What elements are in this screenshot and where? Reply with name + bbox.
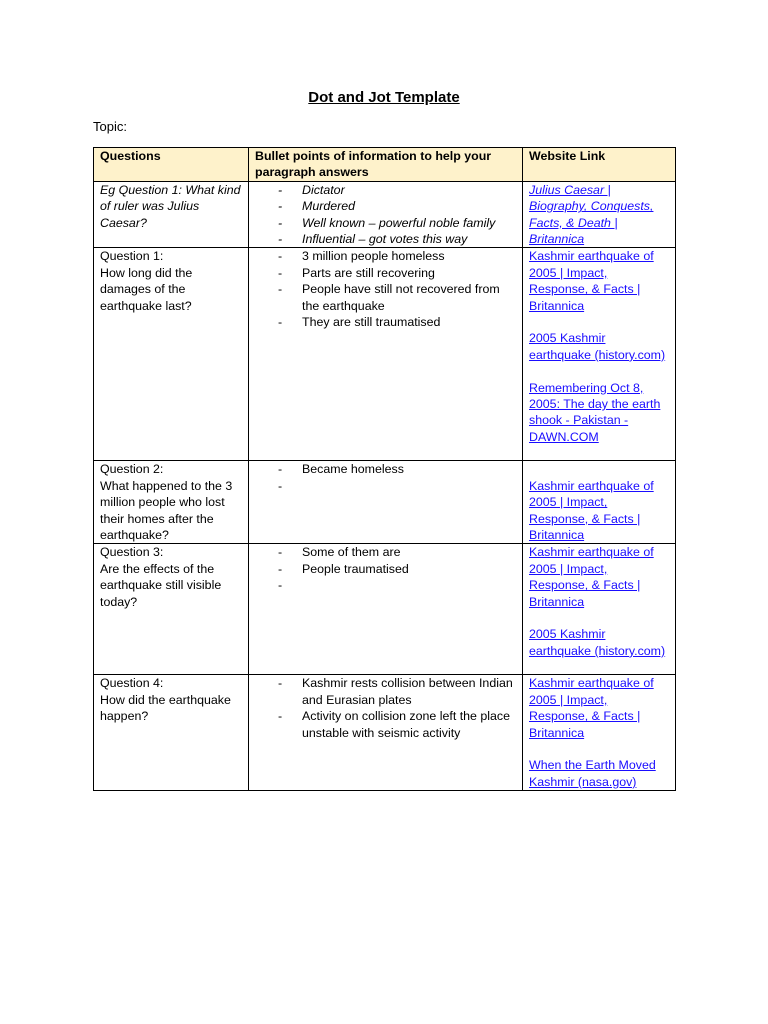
website-link[interactable]: Kashmir earthquake of 2005 | Impact, Response, & Facts | Britannica bbox=[529, 676, 654, 740]
question-cell bbox=[94, 461, 249, 544]
header-questions: Questions bbox=[94, 148, 249, 182]
header-bullet-points: Bullet points of information to help your paragraph answers bbox=[249, 148, 523, 182]
topic-label: Topic: bbox=[93, 119, 127, 134]
bullet-item: - People traumatised bbox=[278, 561, 409, 576]
bullets-cell bbox=[249, 544, 523, 675]
question-text: Eg Question 1: What kind of ruler was Julius Caesar? bbox=[100, 182, 241, 230]
table-row-question-3 bbox=[94, 544, 676, 675]
question-label: Question 3: bbox=[100, 545, 164, 560]
question-cell bbox=[94, 544, 249, 675]
website-link[interactable]: 2005 Kashmir earthquake (history.com) bbox=[529, 627, 666, 658]
bullets-cell bbox=[249, 181, 523, 248]
bullet-item: - Dictator bbox=[278, 182, 345, 197]
bullet-item: - Well known – powerful noble family bbox=[278, 215, 496, 230]
bullet-item: - Activity on collision zone left the place unstable with seismic activity bbox=[278, 709, 510, 740]
website-link[interactable]: When the Earth Moved Kashmir (nasa.gov) bbox=[529, 758, 656, 789]
question-label: Question 2: bbox=[100, 462, 164, 477]
question-text: Are the effects of the earthquake still visible today? bbox=[100, 561, 222, 609]
bullet-item: - Parts are still recovering bbox=[278, 265, 435, 280]
bullet-list bbox=[255, 182, 516, 248]
document-title: Dot and Jot Template bbox=[308, 89, 460, 106]
bullet-item: - Murdered bbox=[278, 199, 356, 214]
table-row-question-2 bbox=[94, 461, 676, 544]
links-cell bbox=[523, 675, 676, 791]
header-website-link: Website Link bbox=[523, 148, 676, 182]
bullet-list bbox=[255, 461, 516, 494]
question-cell bbox=[94, 675, 249, 791]
bullet-item: - Some of them are bbox=[278, 545, 401, 560]
website-link[interactable]: Remembering Oct 8, 2005: The day the earth shook - Pakistan - DAWN.COM bbox=[529, 380, 661, 444]
bullet-item: - Kashmir rests collision between Indian and Eurasian plates bbox=[278, 676, 513, 707]
bullets-cell bbox=[249, 675, 523, 791]
links-cell bbox=[523, 461, 676, 544]
website-link[interactable]: Kashmir earthquake of 2005 | Impact, Response, & Facts | Britannica bbox=[529, 545, 654, 609]
links-cell bbox=[523, 544, 676, 675]
table-row-question-4 bbox=[94, 675, 676, 791]
bullet-item: - They are still traumatised bbox=[278, 315, 441, 330]
table-row-example bbox=[94, 181, 676, 248]
bullet-item: - Became homeless bbox=[278, 462, 404, 477]
question-label: Question 4: bbox=[100, 676, 164, 691]
links-cell bbox=[523, 181, 676, 248]
header-row bbox=[94, 148, 676, 182]
bullets-cell bbox=[249, 461, 523, 544]
bullet-item: - Influential – got votes this way bbox=[278, 232, 468, 247]
question-cell bbox=[94, 248, 249, 461]
question-cell bbox=[94, 181, 249, 248]
question-text: How did the earthquake happen? bbox=[100, 692, 231, 724]
bullet-item: - bbox=[278, 578, 283, 593]
website-link[interactable]: Kashmir earthquake of 2005 | Impact, Response, & Facts | Britannica bbox=[529, 249, 654, 313]
dot-and-jot-table bbox=[93, 147, 676, 791]
links-cell bbox=[523, 248, 676, 461]
bullet-item: - bbox=[278, 478, 283, 493]
bullets-cell bbox=[249, 248, 523, 461]
question-label: Question 1: bbox=[100, 249, 164, 264]
bullet-list bbox=[255, 675, 516, 741]
question-text: What happened to the 3 million people who lost their homes after the earthquake? bbox=[100, 478, 233, 543]
bullet-list bbox=[255, 248, 516, 330]
question-text: How long did the damages of the earthquake last? bbox=[100, 265, 193, 313]
table-row-question-1 bbox=[94, 248, 676, 461]
bullet-item: - People have still not recovered from the earthquake bbox=[278, 282, 500, 313]
website-link[interactable]: 2005 Kashmir earthquake (history.com) bbox=[529, 331, 666, 362]
website-link[interactable]: Julius Caesar | Biography, Conquests, Facts, & Death | Britannica bbox=[529, 182, 654, 247]
bullet-item: - 3 million people homeless bbox=[278, 249, 445, 264]
website-link[interactable]: Kashmir earthquake of 2005 | Impact, Response, & Facts | Britannica bbox=[529, 478, 654, 543]
bullet-list bbox=[255, 544, 516, 593]
